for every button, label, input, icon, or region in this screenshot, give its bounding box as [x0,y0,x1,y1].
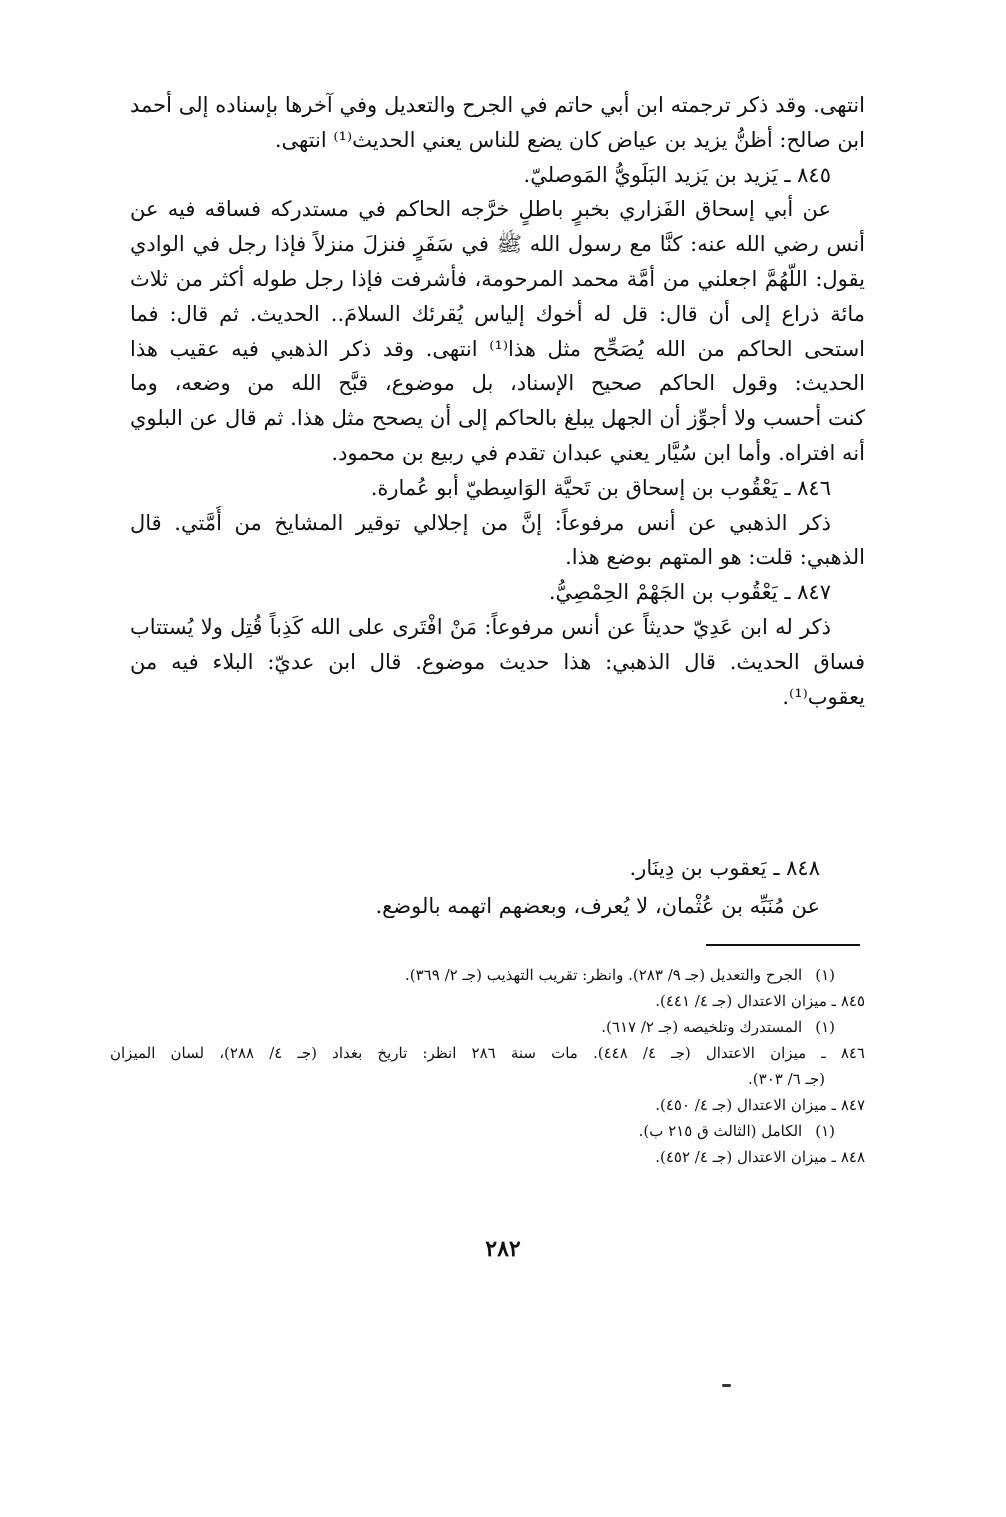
footnote-continuation: (جـ ٦/ ٣٠٣). [748,1070,825,1088]
text-line: الحديث: وقول الحاكم صحيح الإسناد، بل موضوع، قبَّح الله من وضعه، وما [130,371,865,396]
footnote-item [110,988,865,1014]
footnotes [110,962,865,1170]
footnote-item [110,1014,865,1040]
footnote-text: ميزان الاعتدال (جـ ٤/ ٤٤١). [655,992,827,1010]
footnote-ref: (١) [815,966,835,984]
text-line: الذهبي: قلت: هو المتهم بوضع هذا. [565,545,865,570]
footnote-item [110,1040,865,1066]
entry-heading-846: ٨٤٦ ـ يَعْقُوب بن إسحاق بن تَحيَّة الوَاسِطيّ أبو عُمارة. [370,475,831,500]
footnote-ref: (١) [815,1018,835,1036]
footnote-text: الكامل (الثالث ق ٢١٥ ب). [638,1122,803,1140]
entry-848 [200,849,820,925]
text-line: ابن صالح: أظنُّ يزيد بن عياض كان يضع للناس يعني الحديث⁽¹⁾ انتهى. [274,127,865,152]
footnote-item [110,962,865,988]
footnote-text: الجرح والتعديل (جـ ٩/ ٢٨٣). وانظر: تقريب التهذيب (جـ ٢/ ٣٦٩). [405,966,803,984]
text-line: ذكر الذهبي عن أنس مرفوعاً: إنَّ من إجلالي توقير المشايخ من أُمَّتي. قال [130,510,831,535]
footnote-text: المستدرك وتلخيصه (جـ ٢/ ٦١٧). [601,1018,803,1036]
text-line: أنس رضي الله عنه: كنَّا مع رسول الله ﷺ في سَفَرٍ فنزلَ منزلاً فإذا رجل في الوادي [130,232,865,257]
footnote-separator [706,944,860,946]
text-line: استحى الحاكم من الله يُصَحِّح مثل هذا⁽¹⁾ انتهى. وقد ذكر الذهبي فيه عقيب هذا [130,336,865,361]
text-line: أنه افتراه. وأما ابن سُيَّار يعني عبدان تقدم في ربيع بن محمود. [331,440,865,465]
text-line: مائة ذراع إلى أن قال: قل له أخوك إلياس يُقرئك السلامَ.. الحديث. ثم قال: فما [130,301,865,326]
text-line: يعقوب⁽¹⁾. [782,684,865,709]
text-line: عن أبي إسحاق الفَزاري بخبرٍ باطلٍ خرَّجه الحاكم في مستدركه فساقه فيه عن [130,197,831,222]
text-line: فساق الحديث. قال الذهبي: هذا حديث موضوع. قال ابن عديّ: البلاء فيه من [130,649,865,674]
text-line: ذكر له ابن عَدِيّ حديثاً عن أنس مرفوعاً: مَنْ افْتَرى على الله كَذِباً قُتِل ولا يُستتاب [130,614,831,639]
text-line: يقول: اللّهُمَّ اجعلني من أمَّة محمد المرحومة، فأشرفت فإذا رجل طوله أكثر من ثلاث [130,266,865,291]
entry-heading-848: ٨٤٨ ـ يَعقوب بن دِينَار. [629,856,820,880]
entry-848-text: عن مُنَبِّه بن عُثْمان، لا يُعرف، وبعضهم اتهمه بالوضع. [375,894,820,918]
footnote-ref: ٨٤٨ ـ [831,1148,865,1166]
footnote-text: ميزان الاعتدال (جـ ٤/ ٤٤٨). مات سنة ٢٨٦ انظر: تاريخ بغداد (جـ ٤/ ٢٨٨)، لسان الميزان [110,1044,807,1062]
footnote-ref: ٨٤٥ ـ [831,992,865,1010]
main-text-block [130,88,865,714]
footnote-item [110,1092,865,1118]
text-line: انتهى. وقد ذكر ترجمته ابن أبي حاتم في الجرح والتعديل وفي آخرها بإسناده إلى أحمد [130,93,865,117]
footnote-ref: ٨٤٧ ـ [831,1096,865,1114]
footnote-ref: ٨٤٦ ـ [821,1044,865,1062]
scan-speck [722,1384,731,1387]
footnote-ref: (١) [815,1122,835,1140]
footnote-text: ميزان الاعتدال (جـ ٤/ ٤٥٢). [655,1148,827,1166]
footnote-text: ميزان الاعتدال (جـ ٤/ ٤٥٠). [655,1096,827,1114]
footnote-item [110,1118,865,1144]
page-number: ٢٨٢ [485,1236,521,1262]
text-line: كنت أحسب ولا أجوِّز أن الجهل يبلغ بالحاكم إلى أن يصحح مثل هذا. ثم قال عن البلوي [130,406,865,431]
footnote-item [110,1144,865,1170]
entry-heading-847: ٨٤٧ ـ يَعْقُوب بن الجَهْمْ الحِمْصِيُّ. [548,580,831,605]
entry-heading-845: ٨٤٥ ـ يَزيد بن يَزيد البَلَويُّ المَوصليّ. [523,162,831,187]
